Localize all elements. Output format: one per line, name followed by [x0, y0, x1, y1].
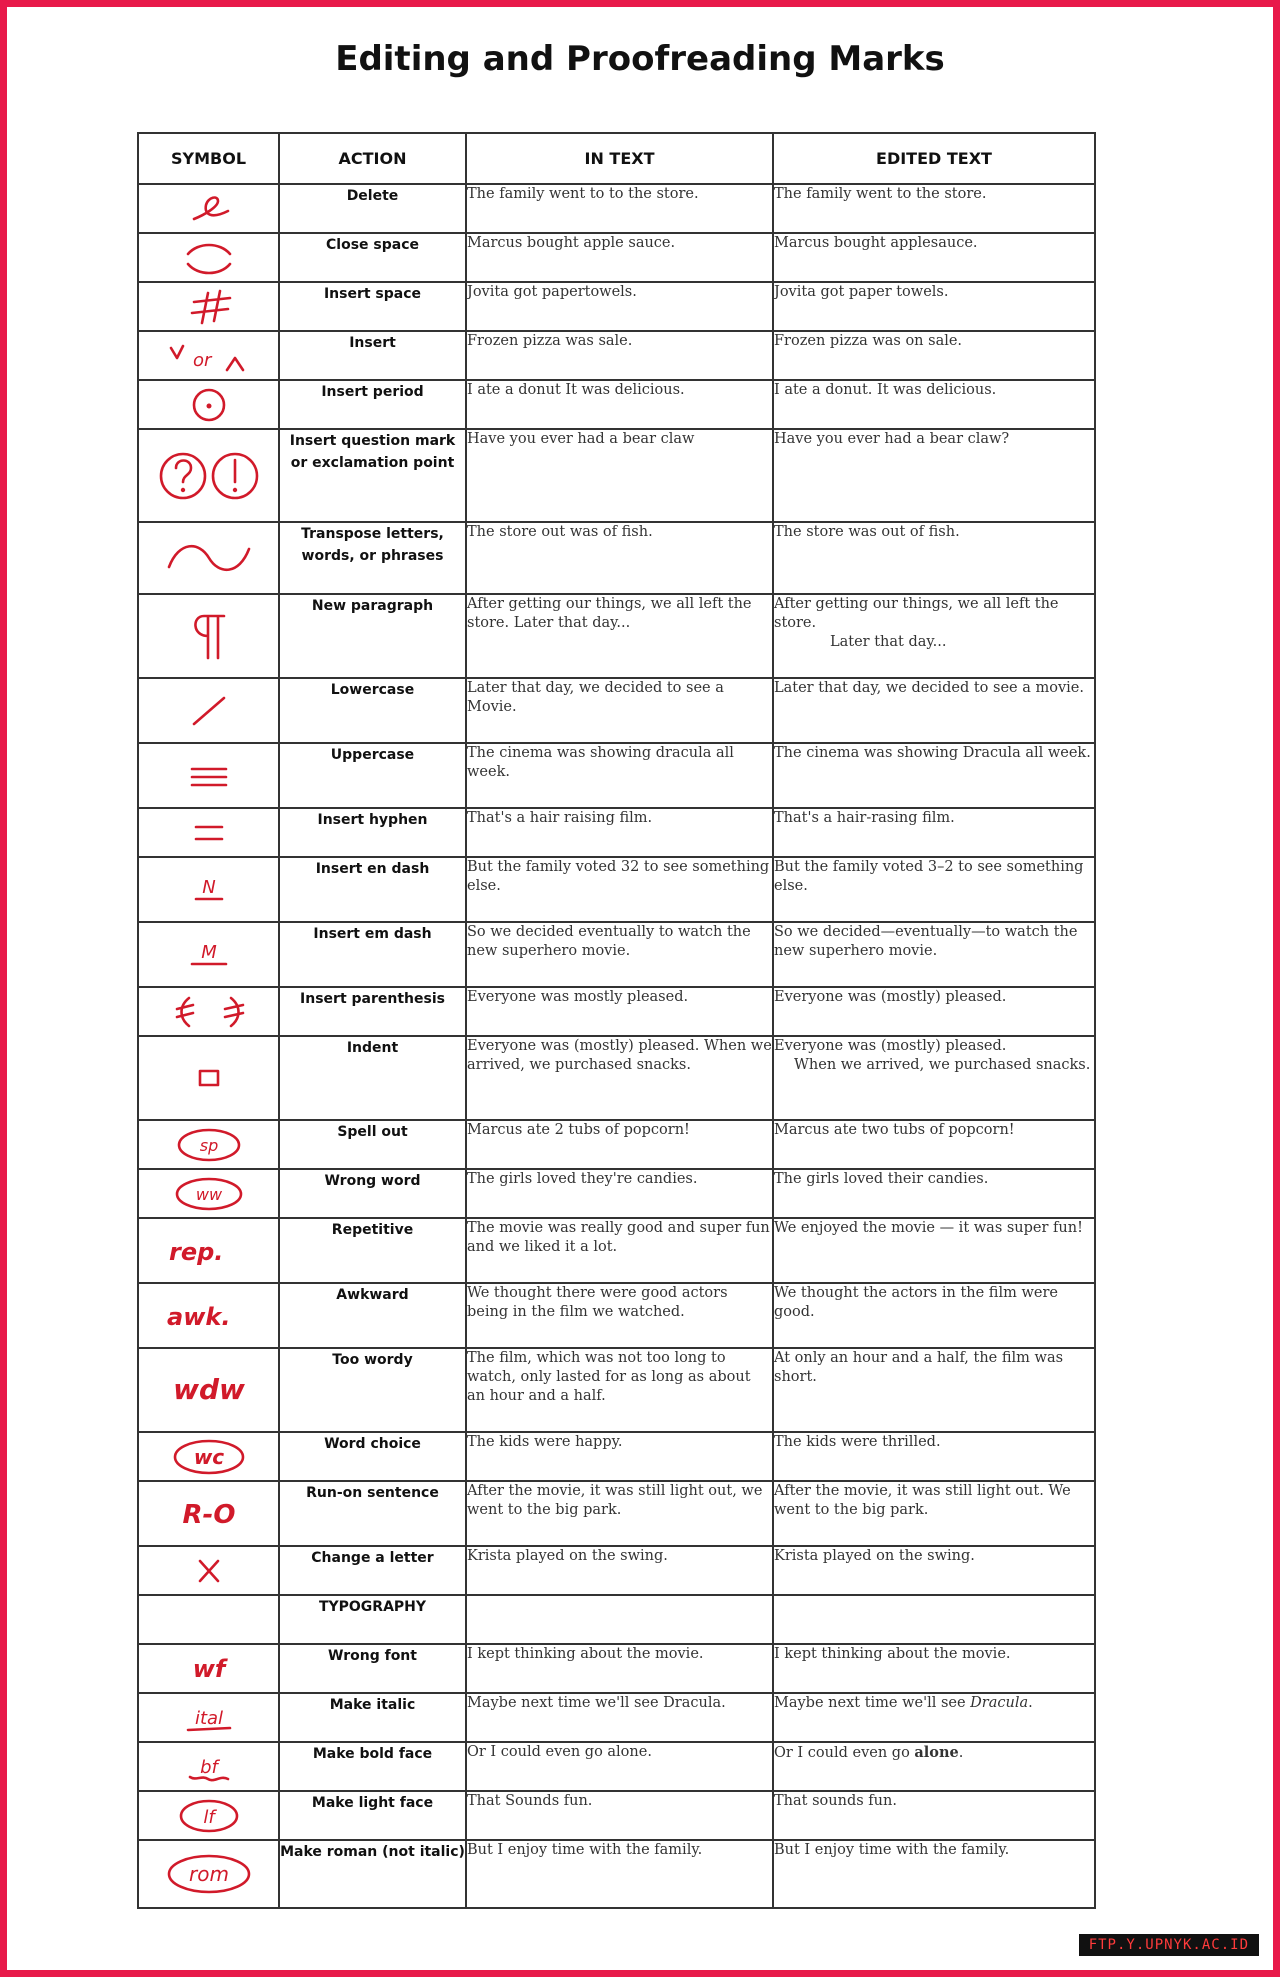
- action-label: Close space: [279, 233, 466, 282]
- symbol-text: lf: [202, 1806, 215, 1828]
- word-choice-mark-icon: [138, 1432, 279, 1481]
- edited-text-example: After the movie, it was still light out. We went to the big park.: [773, 1481, 1095, 1546]
- table-row: [138, 1169, 1095, 1218]
- wrong-font-mark-icon: [138, 1644, 279, 1693]
- edited-text-example: Have you ever had a bear claw?: [773, 429, 1095, 522]
- bold-face-mark-icon: [138, 1742, 279, 1791]
- change-letter-mark-icon: [138, 1546, 279, 1595]
- table-row: [138, 1840, 1095, 1908]
- edited-text-example: Everyone was (mostly) pleased.: [773, 987, 1095, 1036]
- edited-text-example: So we decided—eventually—to watch the new superhero movie.: [773, 922, 1095, 987]
- table-row: [138, 1481, 1095, 1546]
- question-exclamation-mark-icon: [138, 429, 279, 522]
- in-text-example: We thought there were good actors being in the film we watched.: [466, 1283, 773, 1348]
- symbol-text: N: [201, 876, 216, 898]
- action-label: Awkward: [279, 1283, 466, 1348]
- symbol-text: wc: [193, 1444, 224, 1469]
- table-row: [138, 1693, 1095, 1742]
- table-row: [138, 522, 1095, 594]
- action-label: Insert period: [279, 380, 466, 429]
- action-label: Spell out: [279, 1120, 466, 1169]
- table-row: [138, 1791, 1095, 1840]
- insert-period-mark-icon: [138, 380, 279, 429]
- in-text-example: After the movie, it was still light out, we went to the big park.: [466, 1481, 773, 1546]
- table-row: [138, 594, 1095, 678]
- run-on-mark-icon: [138, 1481, 279, 1546]
- edited-text-example: [773, 1036, 1095, 1120]
- edited-text-line: Later that day...: [830, 634, 947, 650]
- table-row: [138, 1742, 1095, 1791]
- table-row: [138, 233, 1095, 282]
- edited-text-example: Krista played on the swing.: [773, 1546, 1095, 1595]
- symbol-header: SYMBOL: [138, 133, 279, 184]
- symbol-text: bf: [199, 1756, 218, 1778]
- symbol-text: or: [192, 349, 211, 371]
- edited-text-part: .: [1028, 1695, 1033, 1711]
- table-row: [138, 184, 1095, 233]
- repetitive-mark-icon: [138, 1218, 279, 1283]
- table-row: [138, 1546, 1095, 1595]
- table-row: [138, 922, 1095, 987]
- action-label: Uppercase: [279, 743, 466, 808]
- action-label: Word choice: [279, 1432, 466, 1481]
- uppercase-mark-icon: [138, 743, 279, 808]
- insert-hyphen-mark-icon: [138, 808, 279, 857]
- symbol-text: R-O: [182, 1499, 235, 1530]
- in-text-example: Or I could even go alone.: [466, 1742, 773, 1791]
- insert-en-dash-mark-icon: [138, 857, 279, 922]
- edited-text-example: That sounds fun.: [773, 1791, 1095, 1840]
- in-text-example: Everyone was mostly pleased.: [466, 987, 773, 1036]
- action-header: ACTION: [279, 133, 466, 184]
- symbol-text: wdw: [172, 1373, 245, 1406]
- action-label: Insert space: [279, 282, 466, 331]
- edited-text-example: Jovita got paper towels.: [773, 282, 1095, 331]
- in-text-example: The girls loved they're candies.: [466, 1169, 773, 1218]
- symbol-text: M: [200, 941, 217, 963]
- edited-text-example: That's a hair-rasing film.: [773, 808, 1095, 857]
- action-label: Make italic: [279, 1693, 466, 1742]
- insert-em-dash-mark-icon: [138, 922, 279, 987]
- action-label: Insert: [279, 331, 466, 380]
- paragraph-mark-icon: [138, 594, 279, 678]
- symbol-text: rep.: [168, 1237, 223, 1266]
- edited-text-example: The cinema was showing Dracula all week.: [773, 743, 1095, 808]
- edited-text-example: The girls loved their candies.: [773, 1169, 1095, 1218]
- in-text-example: Krista played on the swing.: [466, 1546, 773, 1595]
- action-label: Repetitive: [279, 1218, 466, 1283]
- edited-text-example: The store was out of fish.: [773, 522, 1095, 594]
- table-row: [138, 429, 1095, 522]
- action-label: Lowercase: [279, 678, 466, 743]
- edited-bold-word: alone: [914, 1744, 959, 1761]
- symbol-text: sp: [199, 1135, 218, 1155]
- edited-text-line: After getting our things, we all left the store.: [774, 596, 1059, 631]
- action-label: Insert en dash: [279, 857, 466, 922]
- action-label: Delete: [279, 184, 466, 233]
- light-face-mark-icon: [138, 1791, 279, 1840]
- page-title: Editing and Proofreading Marks: [335, 39, 945, 79]
- roman-mark-icon: [138, 1840, 279, 1908]
- watermark: FTP.Y.UPNYK.AC.ID: [1079, 1934, 1259, 1956]
- edited-text-example: But the family voted 3–2 to see something else.: [773, 857, 1095, 922]
- in-text-example: The film, which was not too long to watch, only lasted for as long as about an hour and a half.: [466, 1348, 773, 1432]
- table-row: [138, 1218, 1095, 1283]
- edited-text-example: We thought the actors in the film were good.: [773, 1283, 1095, 1348]
- in-text-example: Later that day, we decided to see a Movie.: [466, 678, 773, 743]
- symbol-text: ww: [195, 1184, 222, 1204]
- in-text-example: Marcus bought apple sauce.: [466, 233, 773, 282]
- action-label: Indent: [279, 1036, 466, 1120]
- edited-text-line: When we arrived, we purchased snacks.: [794, 1057, 1091, 1073]
- table-row: [138, 1036, 1095, 1120]
- in-text-example: Have you ever had a bear claw: [466, 429, 773, 522]
- edited-text-example: [773, 1693, 1095, 1742]
- section-label: TYPOGRAPHY: [279, 1595, 466, 1644]
- table-row: [138, 1120, 1095, 1169]
- edited-text-example: Frozen pizza was on sale.: [773, 331, 1095, 380]
- in-text-example: That's a hair raising film.: [466, 808, 773, 857]
- in-text-example: That Sounds fun.: [466, 1791, 773, 1840]
- action-label: New paragraph: [279, 594, 466, 678]
- edited-text-example: We enjoyed the movie — it was super fun!: [773, 1218, 1095, 1283]
- proofreading-marks-table: [137, 132, 1096, 1909]
- table-row: [138, 380, 1095, 429]
- action-label: Wrong font: [279, 1644, 466, 1693]
- edited-text-part: Or I could even go: [774, 1745, 910, 1761]
- in-text-example: Everyone was (mostly) pleased. When we arrived, we purchased snacks.: [466, 1036, 773, 1120]
- edited-text-example: I ate a donut. It was delicious.: [773, 380, 1095, 429]
- action-label: Make roman (not italic): [279, 1840, 466, 1908]
- insert-caret-mark-icon: [138, 331, 279, 380]
- table-row: [138, 743, 1095, 808]
- action-label: Insert parenthesis: [279, 987, 466, 1036]
- in-text-example: I ate a donut It was delicious.: [466, 380, 773, 429]
- table-row: [138, 331, 1095, 380]
- insert-parenthesis-mark-icon: [138, 987, 279, 1036]
- in-text-example: Maybe next time we'll see Dracula.: [466, 1693, 773, 1742]
- close-space-mark-icon: [138, 233, 279, 282]
- table-row: [138, 1644, 1095, 1693]
- edited-text-example: Later that day, we decided to see a movie.: [773, 678, 1095, 743]
- symbol-text: awk.: [166, 1302, 230, 1331]
- in-text-example: After getting our things, we all left the store. Later that day...: [466, 594, 773, 678]
- edited-text-example: But I enjoy time with the family.: [773, 1840, 1095, 1908]
- too-wordy-mark-icon: [138, 1348, 279, 1432]
- table-row: [138, 857, 1095, 922]
- in-text-example: The store out was of fish.: [466, 522, 773, 594]
- table-row: [138, 987, 1095, 1036]
- in-text-example: The movie was really good and super fun and we liked it a lot.: [466, 1218, 773, 1283]
- in-text-example: Marcus ate 2 tubs of popcorn!: [466, 1120, 773, 1169]
- in-text-example: But I enjoy time with the family.: [466, 1840, 773, 1908]
- edited-text-line: Everyone was (mostly) pleased.: [774, 1038, 1007, 1054]
- in-text-example: So we decided eventually to watch the new superhero movie.: [466, 922, 773, 987]
- edited-italic-word: Dracula: [970, 1695, 1029, 1711]
- edited-text-part: .: [958, 1745, 964, 1761]
- in-text-example: The cinema was showing dracula all week.: [466, 743, 773, 808]
- action-label: Transpose letters, words, or phrases: [279, 522, 466, 594]
- table-row: [138, 282, 1095, 331]
- spell-out-mark-icon: [138, 1120, 279, 1169]
- in-text-header: IN TEXT: [466, 133, 773, 184]
- table-header-row: [138, 133, 1095, 184]
- edited-text-example: I kept thinking about the movie.: [773, 1644, 1095, 1693]
- table-row: [138, 1283, 1095, 1348]
- edited-text-header: EDITED TEXT: [773, 133, 1095, 184]
- transpose-mark-icon: [138, 522, 279, 594]
- in-text-example: I kept thinking about the movie.: [466, 1644, 773, 1693]
- action-label: Make bold face: [279, 1742, 466, 1791]
- edited-text-example: At only an hour and a half, the film was short.: [773, 1348, 1095, 1432]
- insert-space-mark-icon: [138, 282, 279, 331]
- action-label: Insert hyphen: [279, 808, 466, 857]
- italic-mark-icon: [138, 1693, 279, 1742]
- action-label: Make light face: [279, 1791, 466, 1840]
- in-text-example: The family went to to the store.: [466, 184, 773, 233]
- section-row: [138, 1595, 1095, 1644]
- wrong-word-mark-icon: [138, 1169, 279, 1218]
- action-label: Too wordy: [279, 1348, 466, 1432]
- table-row: [138, 808, 1095, 857]
- delete-mark-icon: [138, 184, 279, 233]
- edited-text-example: [773, 1742, 1095, 1791]
- awkward-mark-icon: [138, 1283, 279, 1348]
- table-row: [138, 1432, 1095, 1481]
- action-label: Run-on sentence: [279, 1481, 466, 1546]
- edited-text-example: The family went to the store.: [773, 184, 1095, 233]
- table-row: [138, 1348, 1095, 1432]
- symbol-text: wf: [192, 1654, 225, 1683]
- in-text-example: The kids were happy.: [466, 1432, 773, 1481]
- lowercase-mark-icon: [138, 678, 279, 743]
- indent-mark-icon: [138, 1036, 279, 1120]
- table-row: [138, 678, 1095, 743]
- edited-text-part: Maybe next time we'll see: [774, 1695, 966, 1711]
- edited-text-example: Marcus bought applesauce.: [773, 233, 1095, 282]
- edited-text-example: [773, 594, 1095, 678]
- in-text-example: Jovita got papertowels.: [466, 282, 773, 331]
- symbol-text: rom: [188, 1862, 229, 1886]
- action-label: Change a letter: [279, 1546, 466, 1595]
- action-label: Wrong word: [279, 1169, 466, 1218]
- in-text-example: But the family voted 32 to see something else.: [466, 857, 773, 922]
- in-text-example: Frozen pizza was sale.: [466, 331, 773, 380]
- edited-text-example: The kids were thrilled.: [773, 1432, 1095, 1481]
- action-label: Insert em dash: [279, 922, 466, 987]
- action-label: Insert question mark or exclamation point: [279, 429, 466, 522]
- edited-text-example: Marcus ate two tubs of popcorn!: [773, 1120, 1095, 1169]
- symbol-text: ital: [194, 1707, 223, 1729]
